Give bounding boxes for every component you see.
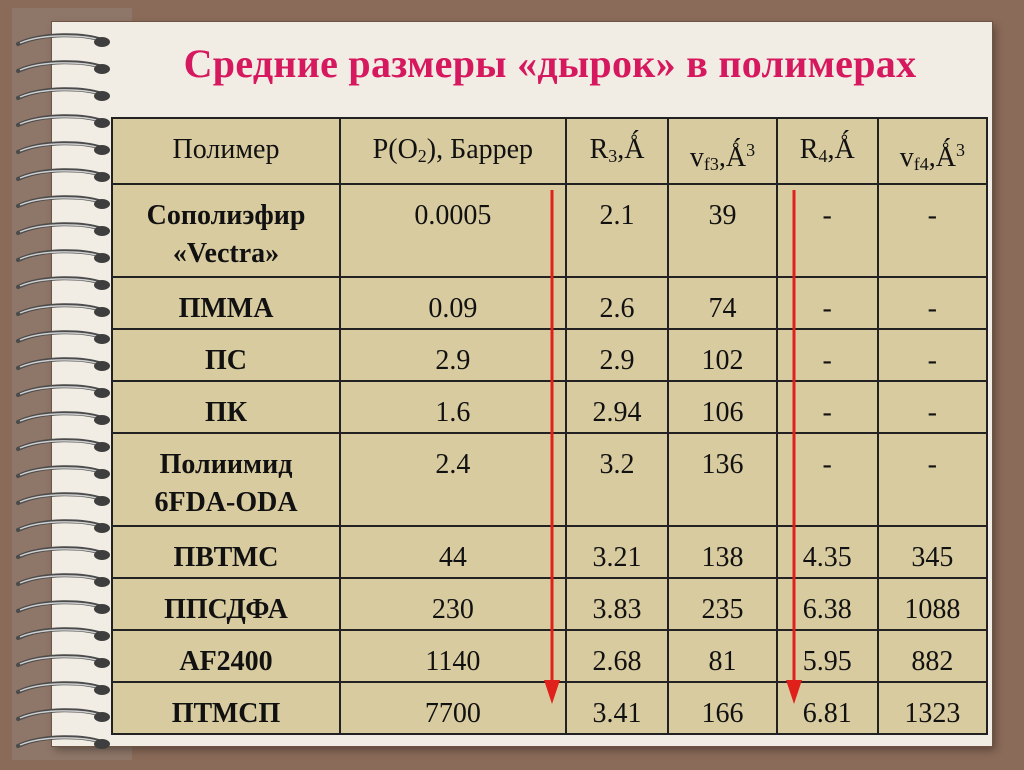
permeability-trend-arrow xyxy=(540,188,564,708)
cell-r4: 6.38 xyxy=(777,578,878,630)
table-header-row xyxy=(112,118,987,184)
cell-r4: - xyxy=(777,329,878,381)
spiral-coil xyxy=(18,224,110,236)
cell-vf4: - xyxy=(878,381,987,433)
cell-permeability: 7700 xyxy=(340,682,566,734)
cell-r3: 2.6 xyxy=(566,277,669,329)
spiral-coil xyxy=(18,710,110,722)
spiral-coil xyxy=(18,170,110,182)
cell-r4: 5.95 xyxy=(777,630,878,682)
cell-vf4: - xyxy=(878,433,987,526)
cell-r3: 3.21 xyxy=(566,526,669,578)
spiral-coil xyxy=(18,602,110,614)
cell-permeability: 0.0005 xyxy=(340,184,566,277)
spiral-coil xyxy=(18,440,110,452)
cell-polymer: ППСДФА xyxy=(112,578,340,630)
cell-polymer: Полиимид 6FDA-ODA xyxy=(112,433,340,526)
cell-polymer: AF2400 xyxy=(112,630,340,682)
cell-polymer: ПК xyxy=(112,381,340,433)
cell-vf3: 74 xyxy=(668,277,776,329)
cell-r4: - xyxy=(777,184,878,277)
cell-vf3: 106 xyxy=(668,381,776,433)
cell-permeability: 44 xyxy=(340,526,566,578)
spiral-coil xyxy=(18,629,110,641)
cell-permeability: 0.09 xyxy=(340,277,566,329)
cell-vf4: 882 xyxy=(878,630,987,682)
cell-r3: 2.68 xyxy=(566,630,669,682)
spiral-binding xyxy=(14,30,114,770)
spiral-coil xyxy=(18,251,110,263)
header-vf3: $v_{f3},Ǻ^3$ xyxy=(668,118,776,184)
spiral-coil xyxy=(18,278,110,290)
spiral-coil xyxy=(18,737,110,749)
cell-vf3: 138 xyxy=(668,526,776,578)
spiral-coil xyxy=(18,143,110,155)
cell-vf4: - xyxy=(878,184,987,277)
cell-polymer: ПММА xyxy=(112,277,340,329)
cell-vf4: - xyxy=(878,277,987,329)
cell-vf3: 166 xyxy=(668,682,776,734)
header-r4: $R_4,Ǻ$ xyxy=(777,118,878,184)
cell-polymer: ПВТМС xyxy=(112,526,340,578)
cell-r3: 2.1 xyxy=(566,184,669,277)
spiral-coil xyxy=(18,332,110,344)
spiral-coil xyxy=(18,89,110,101)
spiral-coil xyxy=(18,413,110,425)
cell-r4: - xyxy=(777,381,878,433)
spiral-coil xyxy=(18,656,110,668)
cell-r4: 6.81 xyxy=(777,682,878,734)
header-polymer: Полимер xyxy=(112,118,340,184)
cell-vf3: 81 xyxy=(668,630,776,682)
r4-trend-arrow xyxy=(782,188,806,708)
cell-r3: 3.2 xyxy=(566,433,669,526)
cell-polymer: ПС xyxy=(112,329,340,381)
cell-permeability: 1140 xyxy=(340,630,566,682)
cell-vf4: 345 xyxy=(878,526,987,578)
spiral-coil xyxy=(18,62,110,74)
header-vf4: $v_{f4},Ǻ^3$ xyxy=(878,118,987,184)
spiral-coil xyxy=(18,521,110,533)
cell-vf3: 39 xyxy=(668,184,776,277)
cell-vf3: 136 xyxy=(668,433,776,526)
spiral-coil xyxy=(18,35,110,47)
spiral-coil xyxy=(18,575,110,587)
spiral-coil xyxy=(18,386,110,398)
spiral-coil xyxy=(18,494,110,506)
cell-vf3: 235 xyxy=(668,578,776,630)
cell-vf4: 1088 xyxy=(878,578,987,630)
spiral-coil xyxy=(18,548,110,560)
cell-r3: 3.41 xyxy=(566,682,669,734)
cell-r4: 4.35 xyxy=(777,526,878,578)
spiral-coil xyxy=(18,359,110,371)
spiral-coil xyxy=(18,305,110,317)
spiral-coil xyxy=(18,683,110,695)
cell-vf3: 102 xyxy=(668,329,776,381)
cell-r3: 2.94 xyxy=(566,381,669,433)
cell-r3: 2.9 xyxy=(566,329,669,381)
slide-title: Средние размеры «дырок» в полимерах xyxy=(183,41,917,86)
cell-polymer: ПТМСП xyxy=(112,682,340,734)
cell-permeability: 2.4 xyxy=(340,433,566,526)
cell-permeability: 2.9 xyxy=(340,329,566,381)
header-r3: $R_3,Ǻ$ xyxy=(566,118,669,184)
spiral-coil xyxy=(18,116,110,128)
cell-vf4: 1323 xyxy=(878,682,987,734)
cell-polymer: Сополиэфир «Vectra» xyxy=(112,184,340,277)
cell-permeability: 230 xyxy=(340,578,566,630)
cell-r3: 3.83 xyxy=(566,578,669,630)
spiral-coil xyxy=(18,467,110,479)
cell-permeability: 1.6 xyxy=(340,381,566,433)
cell-vf4: - xyxy=(878,329,987,381)
header-permeability: $P(O_2)$, Баррер xyxy=(340,118,566,184)
cell-r4: - xyxy=(777,433,878,526)
spiral-coil xyxy=(18,197,110,209)
cell-r4: - xyxy=(777,277,878,329)
